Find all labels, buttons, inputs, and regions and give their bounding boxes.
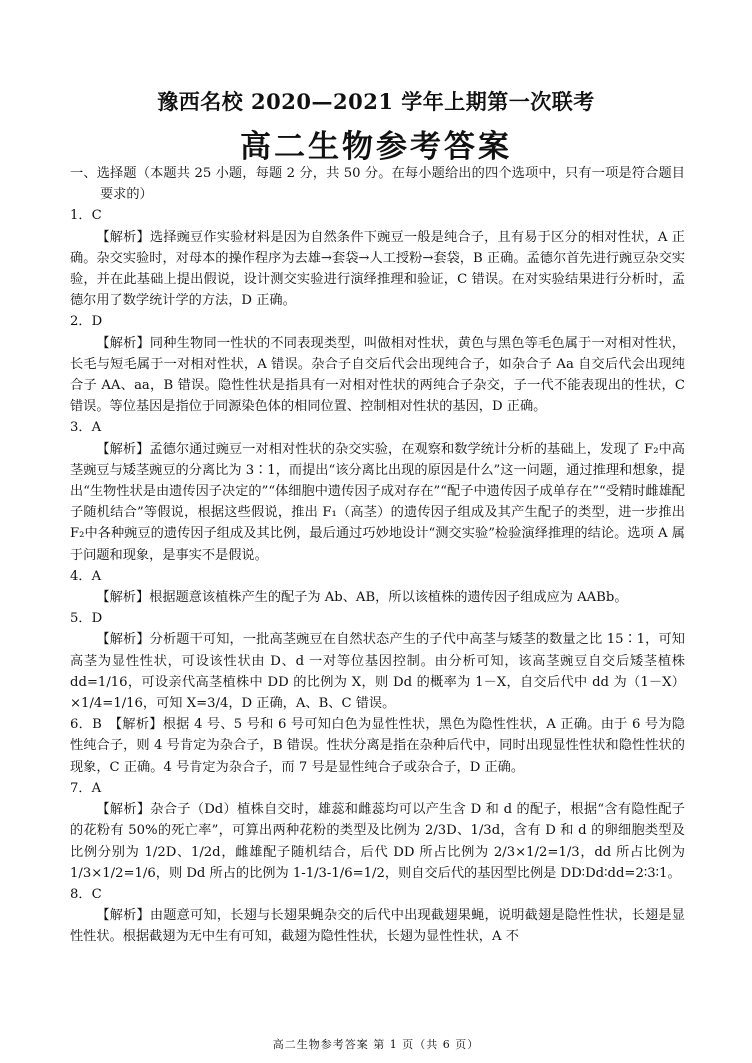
item-explanation: 【解析】根据 4 号、5 号和 6 号可知白色为显性性状，黑色为隐性性状，A 正确。由于 6 号为隐性纯合子，则 4 号肯定为杂合子，B 错误。性状分离是指在杂种后代中，同时出现显性性状和隐性性状的现象，C 正确。4 号肯定为杂合子，而 7 号是显性纯合子或杂合子，D 正确。 <box>70 717 685 775</box>
section-heading: 一、选择题（本题共 25 小题，每题 2 分，共 50 分。在每小题给出的四个选项中，只有一项是符合题目要求的） <box>70 166 685 203</box>
item-number: 1．C <box>70 208 102 224</box>
item-inline <box>70 714 685 778</box>
item-number: 5．D <box>70 611 103 627</box>
item-explanation: 【解析】选择豌豆作实验材料是因为自然条件下豌豆一般是纯合子，且有易于区分的相对性状，A 正确。杂交实验时，对母本的操作程序为去雄→套袋→人工授粉→套袋，B 正确。孟德尔首先进行豌豆杂交实验，并在此基础上提出假说，设计测交实验进行演绎推理和验证，C 错误。在对实验结果进行分析时，孟德尔用了数学统计学的方法，D 正确。 <box>70 229 685 309</box>
item-explanation: 【解析】分析题干可知，一批高茎豌豆在自然状态产生的子代中高茎与矮茎的数量之比 15∶1，可知高茎为显性性状，可设该性状由 D、d 一对等位基因控制。由分析可知，该高茎豌豆自交后矮茎植株 dd=1/16，可设亲代高茎植株中 DD 的比例为 X，则 Dd 的概率为 1－X，自交后代中 dd 为（1－X）×1/4=1/16，可知 X=3/4，D 正确，A、B、C 错误。 <box>70 632 685 712</box>
item-explanation: 【解析】杂合子（Dd）植株自交时，雄蕊和雌蕊均可以产生含 D 和 d 的配子，根据“含有隐性配子的花粉有 50%的死亡率”，可算出两种花粉的类型及比例为 2/3D、1/3d，含有 D 和 d 的卵细胞类型及比例分别为 1/2D、1/2d，雌雄配子随机结合，后代 DD 所占比例为 2/3×1/2=1/3，dd 所占比例为 1/3×1/2=1/6，则 Dd 所占的比例为 1-1/3-1/6=1/2，则自交后代的基因型比例是 DD∶Dd∶dd=2∶3∶1。 <box>70 802 685 881</box>
exam-title: 豫西名校 2020—2021 学年上期第一次联考 <box>157 89 595 114</box>
item-explanation: 【解析】同种生物同一性状的不同表现类型，叫做相对性状，黄色与黑色等毛色属于一对相对性状，长毛与短毛属于一对相对性状，A 错误。杂合子自交后代会出现纯合子，如杂合子 Aa 自交后代会出现纯合子 AA、aa，B 错误。隐性性状是指具有一对相对性状的两纯合子杂交，子一代不能表现出的性状，C 错误。等位基因是指位于同源染色体的相同位置、控制相对性状的基因，D 正确。 <box>70 335 685 415</box>
item-explanation: 【解析】由题意可知，长翅与长翅果蝇杂交的后代中出现截翅果蝇，说明截翅是隐性性状，长翅是显性性状。根据截翅为无中生有可知，截翅为隐性性状，长翅为显性性状，A 不 <box>70 908 685 945</box>
document-body <box>70 163 685 948</box>
item-number: 8．C <box>70 886 102 902</box>
item-explanation: 【解析】根据题意该植株产生的配子为 Ab、AB，所以该植株的遗传因子组成应为 AABb。 <box>96 590 628 606</box>
item-number: 6．B <box>70 717 102 733</box>
answer-key-title: 高二生物参考答案 <box>240 129 512 165</box>
item-number: 4．A <box>70 568 102 584</box>
item-number: 3．A <box>70 420 102 436</box>
item-number: 2．D <box>70 314 103 330</box>
page-footer: 高二生物参考答案 第 1 页（共 6 页） <box>272 1038 480 1051</box>
item-explanation: 【解析】孟德尔通过豌豆一对相对性状的杂交实验，在观察和数学统计分析的基础上，发现了 F₂中高茎豌豆与矮茎豌豆的分离比为 3∶1，而提出“该分离比出现的原因是什么”这一问题，通过推理和想象，提出“生物性状是由遗传因子决定的”“体细胞中遗传因子成对存在”“配子中遗传因子成单存在”“受精时雌雄配子随机结合”等假说，根据这些假说，推出 F₁（高茎）的遗传因子组成及其产生配子的类型，进一步推出 F₂中各种豌豆的遗传因子组成及其比例，最后通过巧妙地设计“测交实验”检验演绎推理的结论。选项 A 属于问题和现象，是事实不是假说。 <box>70 441 685 563</box>
item-number: 7．A <box>70 780 102 796</box>
